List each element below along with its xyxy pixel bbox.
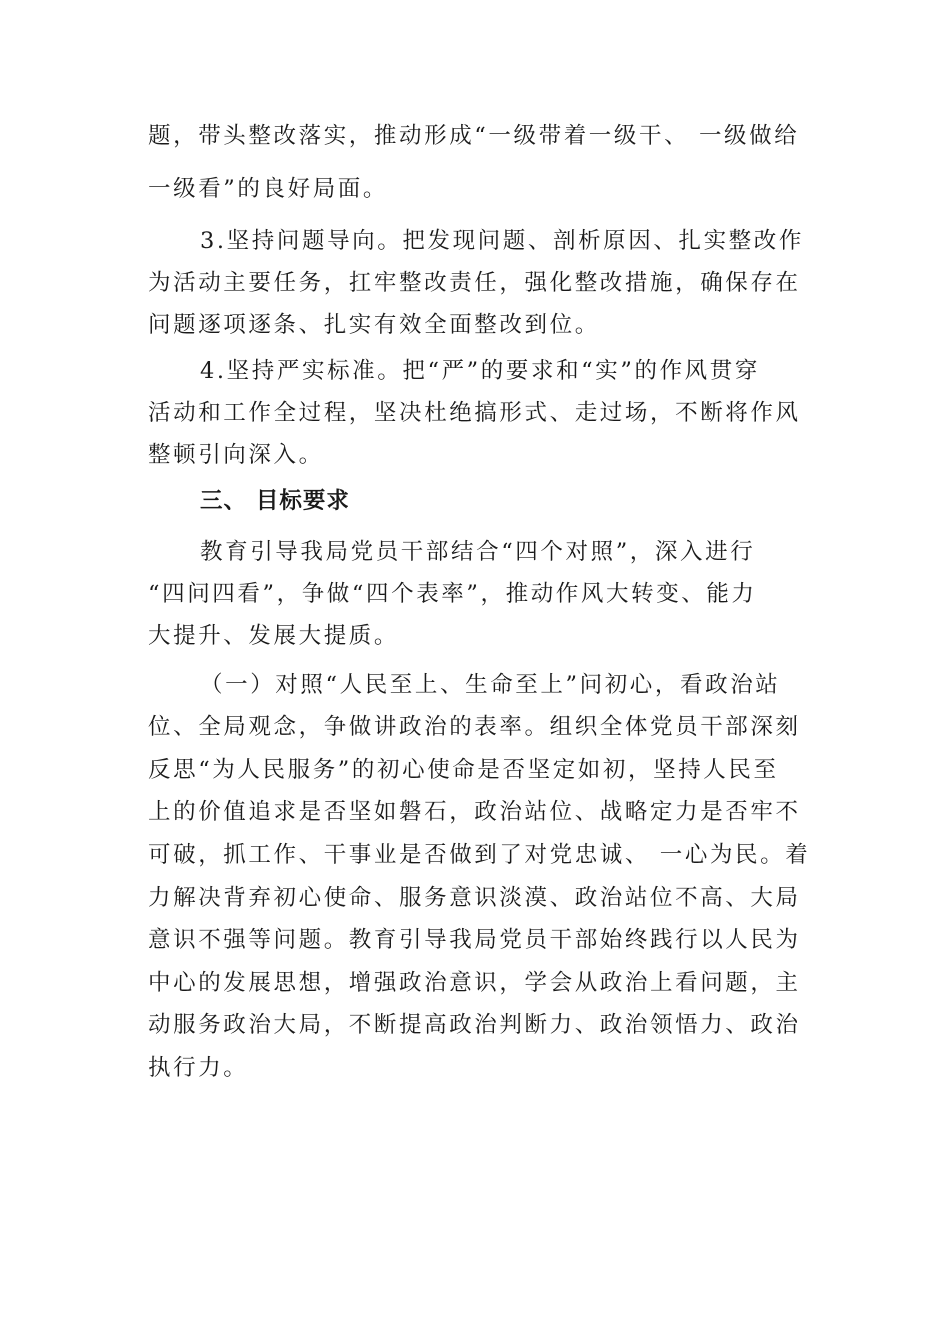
paragraph-4-line-3: 大提升、发展大提质。 (148, 623, 400, 649)
section-heading: 三、 目标要求 (200, 488, 350, 514)
paragraph-5-line-2: 位、全局观念，争做讲政治的表率。组织全体党员干部深刻 (148, 714, 801, 740)
paragraph-4-line-1: 教育引导我局党员干部结合“四个对照”，深入进行 (200, 539, 756, 565)
paragraph-5-line-4: 上的价值追求是否坚如磐石，政治站位、战略定力是否牢不 (148, 799, 801, 825)
paragraph-3-line-1: 4.坚持严实标准。把“严”的要求和“实”的作风贯穿 (200, 358, 760, 384)
paragraph-5-line-6: 力解决背弃初心使命、服务意识淡漠、政治站位不高、大局 (148, 885, 801, 911)
paragraph-5-line-1: （一）对照“人民至上、生命至上”问初心，看政治站 (200, 672, 781, 698)
paragraph-5-line-8: 中心的发展思想，增强政治意识，学会从政治上看问题，主 (148, 970, 801, 996)
paragraph-5-line-7: 意识不强等问题。教育引导我局党员干部始终践行以人民为 (148, 927, 801, 953)
paragraph-2-line-2: 为活动主要任务，扛牢整改责任，强化整改措施，确保存在 (148, 270, 801, 296)
paragraph-5-line-10: 执行力。 (148, 1055, 249, 1081)
paragraph-2-line-3: 问题逐项逐条、扎实有效全面整改到位。 (148, 312, 600, 338)
paragraph-2-line-1: 3.坚持问题导向。把发现问题、剖析原因、扎实整改作 (200, 228, 804, 254)
paragraph-3-line-3: 整顿引向深入。 (148, 442, 324, 468)
paragraph-1-line-1: 题，带头整改落实，推动形成“一级带着一级干、 一级做给 (148, 123, 800, 149)
paragraph-1-line-2: 一级看”的良好局面。 (148, 176, 389, 202)
paragraph-5-line-5: 可破，抓工作、干事业是否做到了对党忠诚、 一心为民。着 (148, 842, 811, 868)
paragraph-5-line-9: 动服务政治大局，不断提高政治判断力、政治领悟力、政治 (148, 1012, 801, 1038)
paragraph-4-line-2: “四问四看”，争做“四个表率”，推动作风大转变、能力 (148, 581, 757, 607)
paragraph-3-line-2: 活动和工作全过程，坚决杜绝搞形式、走过场，不断将作风 (148, 400, 801, 426)
paragraph-5-line-3: 反思“为人民服务”的初心使命是否坚定如初，坚持人民至 (148, 757, 779, 783)
